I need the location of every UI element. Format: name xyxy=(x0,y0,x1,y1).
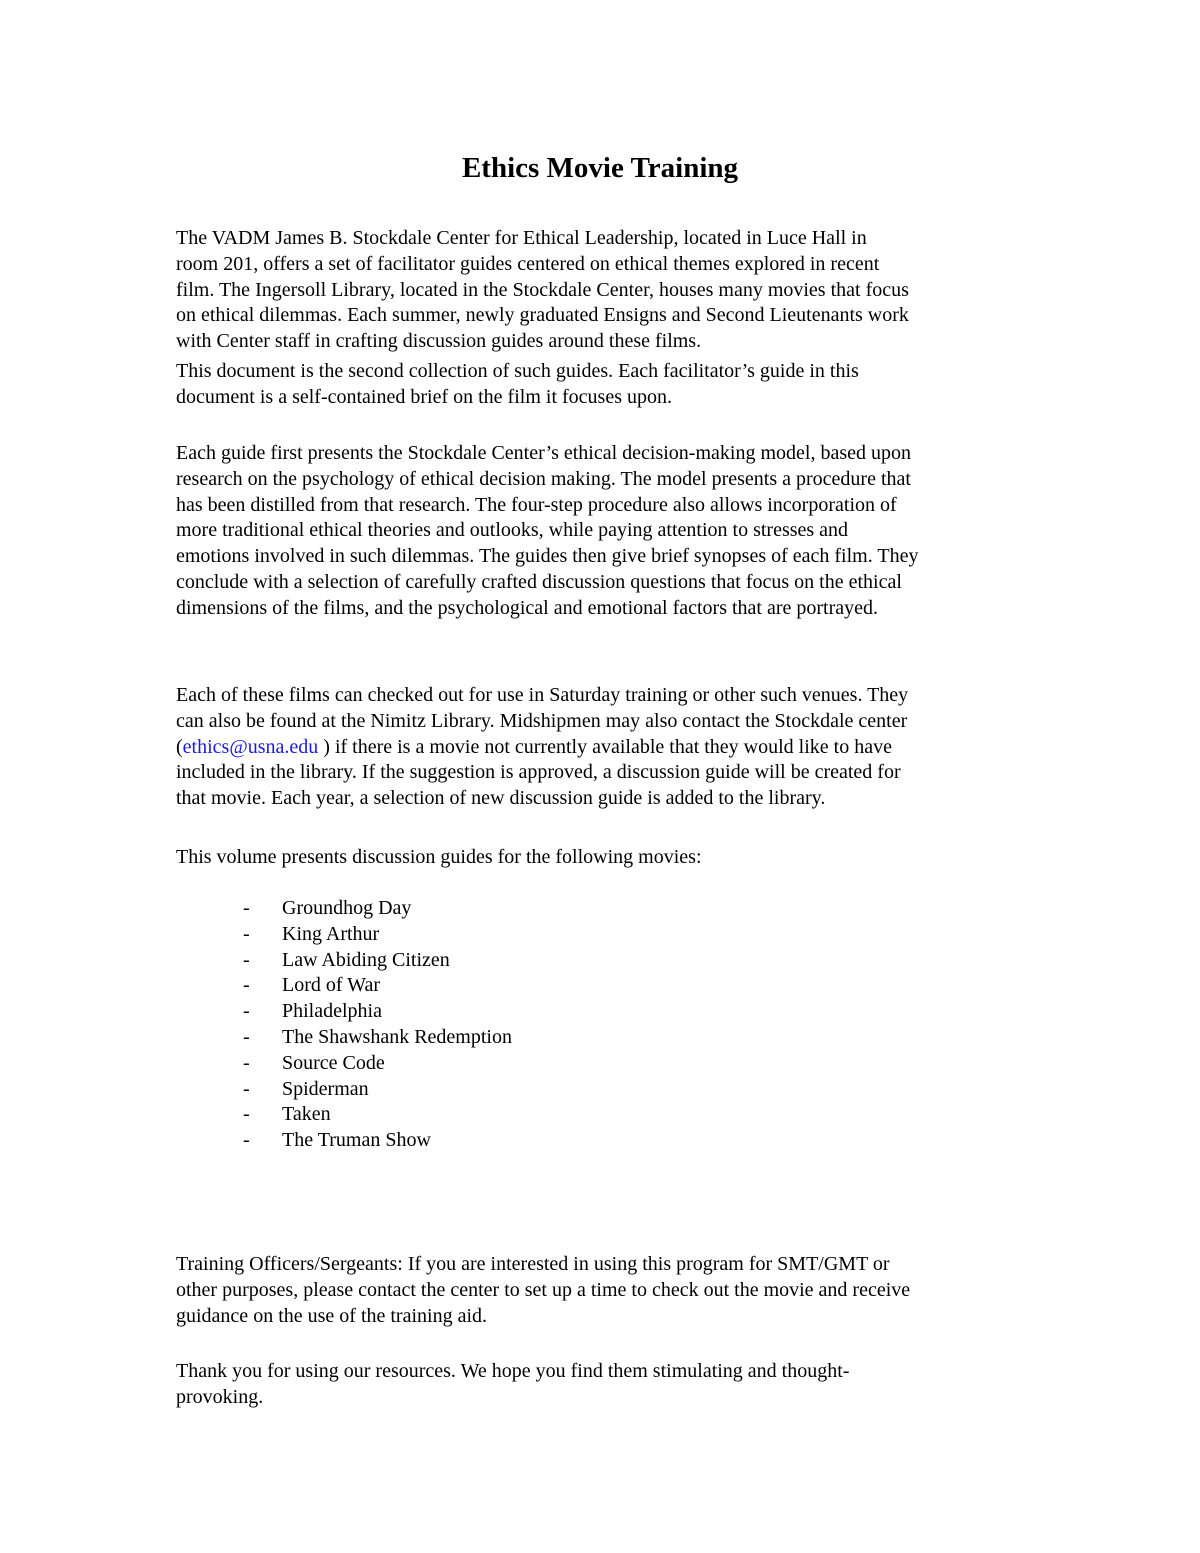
checkout-line: can also be found at the Nimitz Library. Midshipmen may also contact the Stockdale center xyxy=(176,709,908,732)
model-line: more traditional ethical theories and outlooks, while paying attention to stresses and xyxy=(176,519,849,542)
list-dash: - xyxy=(243,922,250,945)
training-line: other purposes, please contact the center to set up a time to check out the movie and receive xyxy=(176,1278,911,1301)
model-line: conclude with a selection of carefully crafted discussion questions that focus on the ethical xyxy=(176,570,902,593)
movie-title: Taken xyxy=(282,1103,331,1126)
model-line: dimensions of the films, and the psychological and emotional factors that are portrayed. xyxy=(176,596,879,619)
collection-line: This document is the second collection of such guides. Each facilitator’s guide in this xyxy=(176,360,859,382)
list-item xyxy=(243,896,512,922)
movie-title: The Truman Show xyxy=(282,1129,431,1152)
model-line: emotions involved in such dilemmas. The guides then give brief synopses of each film. They xyxy=(176,545,919,568)
list-dash: - xyxy=(243,897,250,919)
collection-paragraph xyxy=(176,359,1036,411)
checkout-line: included in the library. If the suggestion is approved, a discussion guide will be created for xyxy=(176,761,901,784)
list-item xyxy=(243,948,512,974)
model-paragraph xyxy=(176,441,1036,622)
list-dash: - xyxy=(243,1000,250,1023)
list-dash: - xyxy=(243,974,250,997)
thanks-line: Thank you for using our resources. We hope you find them stimulating and thought- xyxy=(176,1360,850,1382)
list-item xyxy=(243,1051,512,1077)
model-line: has been distilled from that research. The four-step procedure also allows incorporation of xyxy=(176,493,897,516)
list-item xyxy=(243,973,512,999)
movie-title: Philadelphia xyxy=(282,1000,382,1023)
model-line: Each guide first presents the Stockdale Center’s ethical decision-making model, based upon xyxy=(176,442,911,464)
thanks-line: provoking. xyxy=(176,1385,264,1408)
model-line: research on the psychology of ethical decision making. The model presents a procedure that xyxy=(176,467,911,490)
checkout-paragraph xyxy=(176,683,1036,812)
intro-paragraph xyxy=(176,226,1036,355)
checkout-line: that movie. Each year, a selection of new discussion guide is added to the library. xyxy=(176,787,826,810)
movie-list xyxy=(243,896,512,1154)
intro-line: on ethical dilemmas. Each summer, newly graduated Ensigns and Second Lieutenants work xyxy=(176,304,909,327)
training-paragraph xyxy=(176,1252,1036,1329)
open-paren: ( xyxy=(176,735,183,758)
list-item xyxy=(243,1077,512,1103)
movie-title: The Shawshank Redemption xyxy=(282,1025,512,1048)
intro-line: room 201, offers a set of facilitator guides centered on ethical themes explored in recent xyxy=(176,252,880,275)
list-dash: - xyxy=(243,1129,250,1152)
training-line: Training Officers/Sergeants: If you are interested in using this program for SMT/GMT or xyxy=(176,1253,890,1275)
list-dash: - xyxy=(243,1103,250,1126)
list-item xyxy=(243,1102,512,1128)
list-item xyxy=(243,999,512,1025)
checkout-line xyxy=(176,735,1036,761)
movie-title: Groundhog Day xyxy=(282,897,412,919)
training-line: guidance on the use of the training aid. xyxy=(176,1304,488,1327)
intro-line: The VADM James B. Stockdale Center for Ethical Leadership, located in Luce Hall in xyxy=(176,227,867,249)
movie-title: Source Code xyxy=(282,1051,385,1074)
checkout-line-rest: ) if there is a movie not currently available that they would like to have xyxy=(318,735,892,758)
list-dash: - xyxy=(243,1025,250,1048)
movie-title: Law Abiding Citizen xyxy=(282,948,450,971)
list-dash: - xyxy=(243,1051,250,1074)
movie-title: Spiderman xyxy=(282,1077,369,1100)
email-link[interactable]: ethics@usna.edu xyxy=(182,735,319,758)
list-item xyxy=(243,1025,512,1051)
thanks-paragraph xyxy=(176,1359,1036,1411)
list-dash: - xyxy=(243,1077,250,1100)
collection-line: document is a self-contained brief on the film it focuses upon. xyxy=(176,385,672,408)
checkout-line: Each of these films can checked out for use in Saturday training or other such venues. They xyxy=(176,684,909,706)
volume-intro: This volume presents discussion guides for the following movies: xyxy=(176,846,702,868)
movie-title: King Arthur xyxy=(282,922,380,945)
list-item xyxy=(243,922,512,948)
list-dash: - xyxy=(243,948,250,971)
movie-title: Lord of War xyxy=(282,974,380,997)
list-item xyxy=(243,1128,512,1154)
intro-line: with Center staff in crafting discussion guides around these films. xyxy=(176,330,702,353)
page-title: Ethics Movie Training xyxy=(461,152,739,184)
intro-line: film. The Ingersoll Library, located in the Stockdale Center, houses many movies that focus xyxy=(176,278,909,301)
